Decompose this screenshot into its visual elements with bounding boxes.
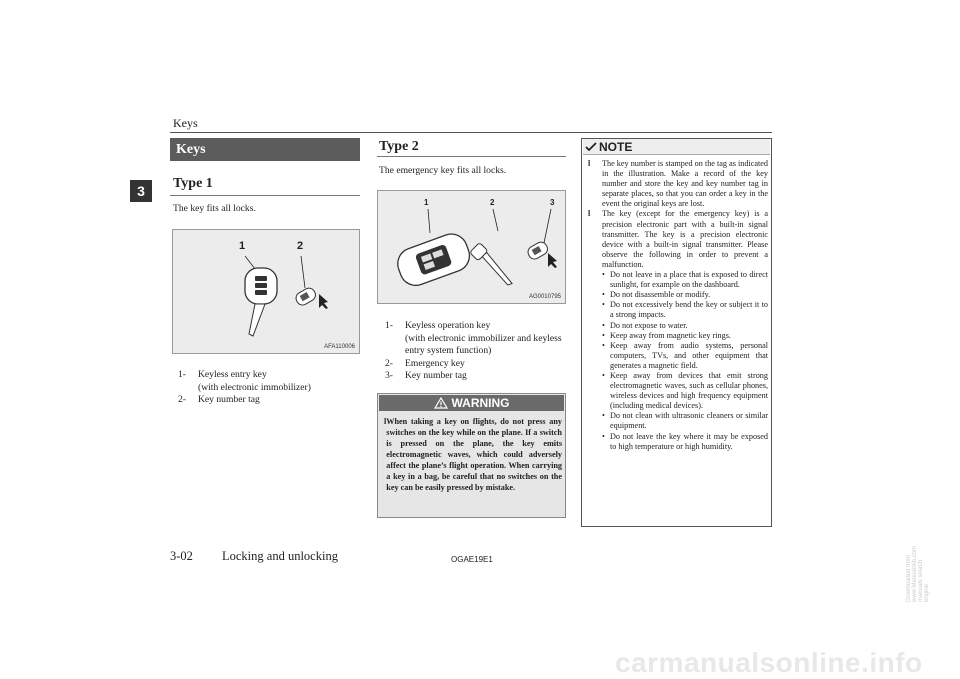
warning-text-block [384,416,562,493]
chapter-tab: 3 [130,180,152,202]
note-subitem: • Do not leave the key where it may be exposed to high temperature or high humidity. [602,431,768,451]
note-subitem: • Keep away from audio systems, personal computers, TVs, and other equipment that generates a magnetic field. [602,340,768,370]
warning-title: WARNING [451,396,510,410]
type2-figure [377,190,566,304]
legend-item: 2- Emergency key [385,357,465,369]
type2-legend [385,320,567,383]
note-check-icon [585,141,597,152]
note-item: l The key (except for the emergency key) is a precision electronic part with a built-in signal transmitter. The key is a precision electronic device with a built-in signal transmitter. Please observe the following in order to prevent a malfunction. [588,209,768,269]
type1-legend [178,369,358,407]
type2-rule [377,156,566,157]
note-subitem: • Do not expose to water. [602,320,688,330]
type1-intro: The key fits all locks. [173,203,256,214]
type1-rule [170,195,360,196]
page-number: 3-02 [170,549,193,563]
document-code: OGAE19E1 [451,555,493,564]
bullet-icon: l [588,209,591,219]
section-title: Keys [176,141,206,157]
bullet-icon: l [384,417,387,426]
figure-code: AG0010795 [528,294,561,300]
running-header: Keys [173,116,198,130]
figure-code: AFA110006 [324,344,355,350]
bullet-icon: l [588,159,591,168]
type2-intro: The emergency key fits all locks. [379,165,507,176]
note-subitem: • Do not disassemble or modify. [602,290,711,300]
type2-heading: Type 2 [379,139,419,154]
note-subitem: • Do not excessively bend the key or subject it to a strong impacts. [602,300,768,320]
legend-item: 3- Key number tag [385,370,467,381]
note-item: l The key number is stamped on the tag as indicated in the illustration. Make a record of the key number and store the key and key number tag in separate places, so that you can order a key in the event the original keys are lost. [588,159,768,209]
note-subitem: • Do not clean with ultrasonic cleaners or similar equipment. [602,411,768,431]
legend-item: 1- Keyless entry key (with electronic immobilizer) [178,369,311,393]
type1-figure [172,229,360,354]
key-illustration-type2 [378,191,566,304]
figure-callout-1: 1 [239,240,246,252]
note-title: NOTE [599,140,633,154]
warning-triangle-icon [434,397,448,409]
type1-heading: Type 1 [173,176,213,191]
warning-header [379,395,564,411]
figure-callout-3: 3 [550,198,555,207]
key-illustration-type1 [173,230,360,354]
watermark-small: Downloaded from www.Manualslib.com manuals search engine [906,545,930,602]
footer-section: Locking and unlocking [222,549,338,563]
warning-text: When taking a key on flights, do not press any switches on the key while on the plane. If a switch is pressed on the plane, the key emits electromagnetic waves, which could adversely affect the plane’s flight operation. When carrying a key in a bag, be careful that no switches on the key can be easily pressed by mistake. [386,417,562,492]
note-subitem: • Do not leave in a place that is exposed to direct sunlight, for example on the dashboard. [602,270,768,290]
watermark: carmanualsonline.info [615,647,923,678]
figure-callout-2: 2 [490,198,495,207]
note-subitem: • Keep away from devices that emit strong electromagnetic waves, such as cellular phones, wireless devices and high frequency equipment (including medical devices). [602,370,768,411]
header-rule [170,132,772,133]
legend-item: 1- Keyless operation key (with electronic immobilizer and keyless entry system function) [385,320,562,356]
section-title-bar [170,138,360,161]
note-subitem: • Keep away from magnetic key rings. [602,330,731,340]
note-body [588,159,768,452]
figure-callout-2: 2 [297,240,304,252]
legend-item: 2- Key number tag [178,394,260,405]
figure-callout-1: 1 [424,198,429,207]
